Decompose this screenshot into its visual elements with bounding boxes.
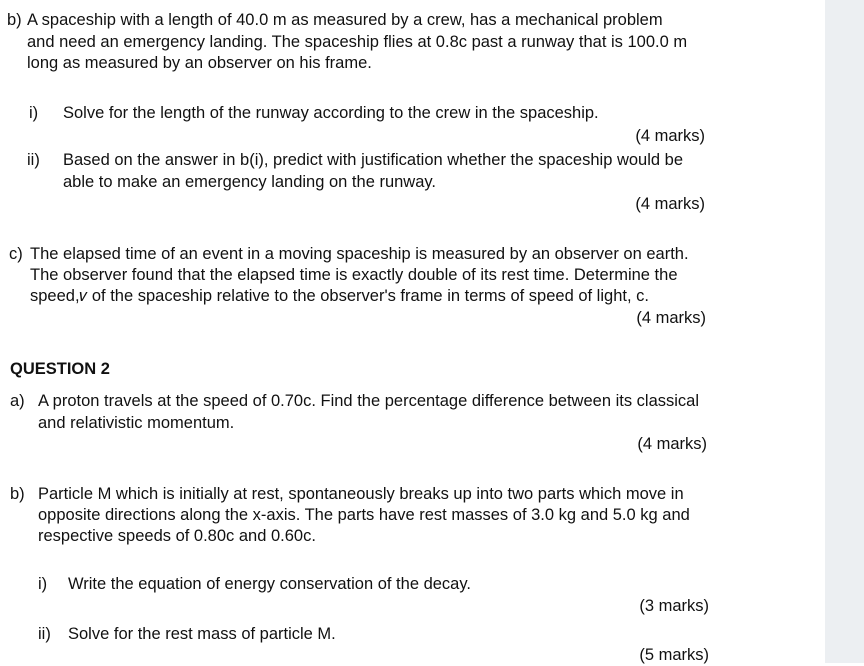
q2-b-ii-line-1: Solve for the rest mass of particle M.: [68, 625, 336, 643]
q2-b-line-3: respective speeds of 0.80c and 0.60c.: [38, 527, 316, 545]
q1-b-ii-marks: (4 marks): [635, 195, 705, 213]
q2-b-i-marks: (3 marks): [639, 597, 709, 615]
side-panel: [825, 0, 864, 663]
q1-c-line-3: speed,𝑣 of the spaceship relative to the observer's frame in terms of speed of light, c.: [30, 287, 649, 305]
q2-b-label: b): [10, 485, 25, 503]
q1-b-i-label: i): [29, 104, 39, 122]
q1-c-line-1: The elapsed time of an event in a moving spaceship is measured by an observer on earth.: [30, 245, 689, 263]
q1-b-i-line-1: Solve for the length of the runway according to the crew in the spaceship.: [63, 104, 599, 122]
q1-c-marks: (4 marks): [636, 309, 706, 327]
q2-b-ii-marks: (5 marks): [639, 646, 709, 664]
q1-b-line-1: A spaceship with a length of 40.0 m as measured by a crew, has a mechanical problem: [27, 11, 663, 29]
q1-b-ii-line-1: Based on the answer in b(i), predict with justification whether the spaceship would be: [63, 151, 684, 169]
q1-b-ii-line-2: able to make an emergency landing on the runway.: [63, 173, 437, 191]
question-2-heading: QUESTION 2: [10, 360, 110, 378]
q1-b-line-2: and need an emergency landing. The spaceship flies at 0.8c past a runway that is 100.0 m: [27, 33, 688, 51]
q1-b-i-marks: (4 marks): [635, 127, 705, 145]
q1-b-label: b): [7, 11, 22, 29]
q2-a-line-1: A proton travels at the speed of 0.70c. Find the percentage difference between its classical: [38, 392, 700, 410]
q1-c-line-2: The observer found that the elapsed time is exactly double of its rest time. Determine the: [30, 266, 678, 284]
q1-b-line-3: long as measured by an observer on his frame.: [27, 54, 372, 72]
q2-b-i-line-1: Write the equation of energy conservation of the decay.: [68, 575, 471, 593]
q2-a-label: a): [10, 392, 25, 410]
q2-b-line-2: opposite directions along the x-axis. The parts have rest masses of 3.0 kg and 5.0 kg and: [38, 506, 690, 524]
q2-a-line-2: and relativistic momentum.: [38, 414, 235, 432]
q2-a-marks: (4 marks): [637, 435, 707, 453]
q2-b-ii-label: ii): [38, 625, 51, 643]
q2-b-line-1: Particle M which is initially at rest, spontaneously breaks up into two parts which move in: [38, 485, 684, 503]
q1-b-ii-label: ii): [27, 151, 40, 169]
q2-b-i-label: i): [38, 575, 48, 593]
q1-c-label: c): [9, 245, 23, 263]
